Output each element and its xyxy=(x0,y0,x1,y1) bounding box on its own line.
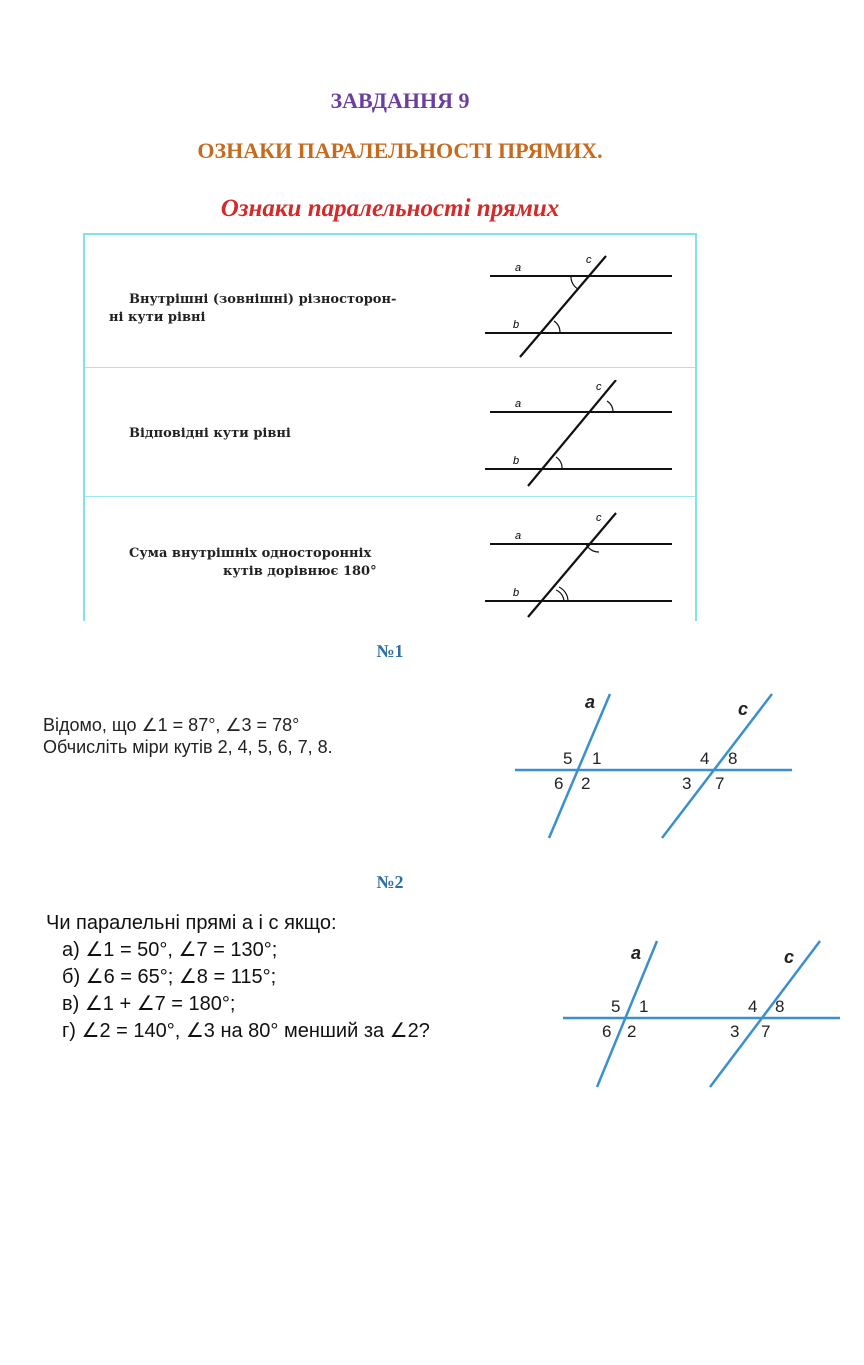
problem-2-figure xyxy=(558,935,848,1095)
label-c: c xyxy=(738,699,749,719)
problem-2-question: Чи паралельні прямі a і c якщо: xyxy=(46,912,337,934)
problem-2-item: г) ∠2 = 140°, ∠3 на 80° менший за ∠2? xyxy=(62,1020,430,1042)
angle-5-label: 5 xyxy=(563,749,573,768)
problem-1-figure xyxy=(510,688,800,846)
criteria-row-text: Відповідні кути рівні xyxy=(129,426,291,441)
corresponding-angles-diagram xyxy=(480,380,680,490)
angle-2-label: 2 xyxy=(627,1022,637,1041)
criteria-row-corresponding-angles xyxy=(85,368,695,497)
problem-1-given: Відомо, що ∠1 = 87°, ∠3 = 78° xyxy=(43,715,300,735)
label-a: a xyxy=(515,398,522,410)
criteria-text-line: Внутрішні (зовнішні) різносторон- xyxy=(129,292,397,307)
criteria-table xyxy=(83,233,697,621)
label-a: a xyxy=(631,943,642,963)
problem-2-number: №2 xyxy=(376,872,404,892)
angle-3-label: 3 xyxy=(730,1022,740,1041)
label-a: a xyxy=(515,262,522,274)
angle-8-label: 8 xyxy=(775,997,785,1016)
problem-2-item: в) ∠1 + ∠7 = 180°; xyxy=(62,993,236,1015)
angle-arc xyxy=(571,276,578,289)
angle-4-label: 4 xyxy=(700,749,710,768)
angle-7-label: 7 xyxy=(715,774,725,793)
criteria-text-line: ні кути рівні xyxy=(109,310,206,325)
angle-5-label: 5 xyxy=(611,997,621,1016)
criteria-row-text xyxy=(109,291,397,327)
angle-7-label: 7 xyxy=(761,1022,771,1041)
label-b: b xyxy=(513,587,520,599)
problem-1-text xyxy=(43,714,333,758)
angle-2-label: 2 xyxy=(581,774,591,793)
angle-arc xyxy=(556,457,562,469)
angle-8-label: 8 xyxy=(728,749,738,768)
label-b: b xyxy=(513,455,520,467)
problem-2-items xyxy=(62,937,430,1045)
co-interior-angles-diagram xyxy=(480,509,680,619)
angle-6-label: 6 xyxy=(554,774,564,793)
label-a: a xyxy=(515,530,522,542)
angle-6-label: 6 xyxy=(602,1022,612,1041)
criteria-text-line: Сума внутрішніх односторонніх xyxy=(129,546,372,561)
label-b: b xyxy=(513,319,520,331)
angle-arc xyxy=(607,401,613,412)
angle-arc xyxy=(556,590,564,601)
label-c: c xyxy=(596,381,602,393)
angle-1-label: 1 xyxy=(639,997,649,1016)
alternate-angles-diagram xyxy=(480,249,680,361)
criteria-row-text xyxy=(129,545,377,581)
problem-1-number: №1 xyxy=(376,641,404,661)
criteria-row-alternate-angles xyxy=(85,235,695,368)
line-c xyxy=(710,941,820,1087)
task-title: ЗАВДАННЯ 9 xyxy=(330,88,470,113)
criteria-text-line: кутів дорівнює 180° xyxy=(223,564,377,579)
angle-3-label: 3 xyxy=(682,774,692,793)
criteria-box-title: Ознаки паралельності прямих xyxy=(220,195,560,222)
transversal-c xyxy=(528,380,616,486)
line-c xyxy=(662,694,772,838)
angle-arc xyxy=(554,321,560,333)
topic-title: ОЗНАКИ ПАРАЛЕЛЬНОСТІ ПРЯМИХ. xyxy=(197,138,603,163)
label-c: c xyxy=(784,947,795,967)
angle-4-label: 4 xyxy=(748,997,758,1016)
problem-2-item: б) ∠6 = 65°; ∠8 = 115°; xyxy=(62,966,277,988)
criteria-row-co-interior-angles xyxy=(85,497,695,623)
angle-1-label: 1 xyxy=(592,749,602,768)
label-c: c xyxy=(586,254,592,266)
label-a: a xyxy=(585,692,596,712)
label-c: c xyxy=(596,512,602,524)
transversal-c xyxy=(520,256,606,357)
problem-2-item: а) ∠1 = 50°, ∠7 = 130°; xyxy=(62,939,278,961)
problem-1-question: Обчисліть міри кутів 2, 4, 5, 6, 7, 8. xyxy=(43,737,333,757)
